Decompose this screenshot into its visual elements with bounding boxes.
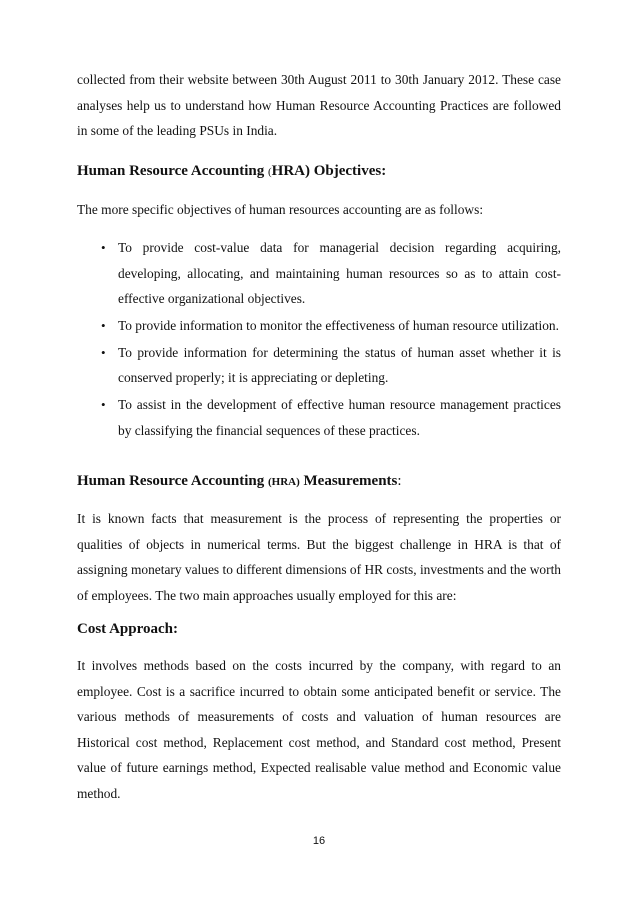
measurements-heading-pre: Human Resource Accounting [77,473,268,489]
list-item [77,392,561,443]
objectives-list [77,235,561,445]
bullet-icon: • [101,240,106,255]
cost-approach-heading: Cost Approach: [77,621,178,637]
list-item [77,340,561,391]
list-item-text: To provide information to monitor the effectiveness of human resource utilization. [118,317,559,333]
measurements-heading [77,471,561,492]
objectives-heading-paren: ( [267,166,272,178]
objectives-heading-mid: HRA) Objectives: [271,163,387,179]
list-item [77,313,561,339]
measurements-heading-colon: : [397,473,402,489]
measurements-paragraph: It is known facts that measurement is the process of representing the properties or qualities of objects in numerical terms. But the biggest challenge in HRA is that of assigning monetary values to different dimensions of HR costs, investments and the worth of employees. The two main approaches usually employed for this are: [77,511,561,603]
intro-paragraph: collected from their website between 30th August 2011 to 30th January 2012. These case analyses help us to understand how Human Resource Accounting Practices are followed in some of the leading PSUs in India. [77,72,561,139]
objectives-heading-pre: Human Resource Accounting [77,163,268,179]
bullet-icon: • [101,397,106,413]
list-item-text: To provide cost-value data for managerial decision regarding acquiring, developing, allocating, and maintaining human resources so as to attain cost-effective organizational objectives. [118,240,561,307]
objectives-lead: The more specific objectives of human resources accounting are as follows: [77,202,484,217]
measurements-heading-post: Measurements [299,473,398,489]
list-item-text: To assist in the development of effective human resource management practices by classifying the financial sequences of these practices. [118,397,561,438]
measurements-heading-abbrev: (HRA) [267,476,300,488]
list-item [77,235,561,312]
objectives-heading [77,161,561,182]
list-item-text: To provide information for determining the status of human asset whether it is conserved properly; it is appreciating or depleting. [118,344,561,386]
bullet-icon: • [101,344,106,360]
bullet-icon: • [101,317,106,333]
cost-approach-paragraph: It involves methods based on the costs incurred by the company, with regard to an employee. Cost is a sacrifice incurred to obtain some anticipated benefit or service. The various methods of measurements of costs and valuation of human resources are Historical cost method, Replacement cost method, and Standard cost method, Present value of future earnings method, Expected realisable value method and Economic value method. [77,658,561,801]
page-number: 16 [312,835,326,847]
